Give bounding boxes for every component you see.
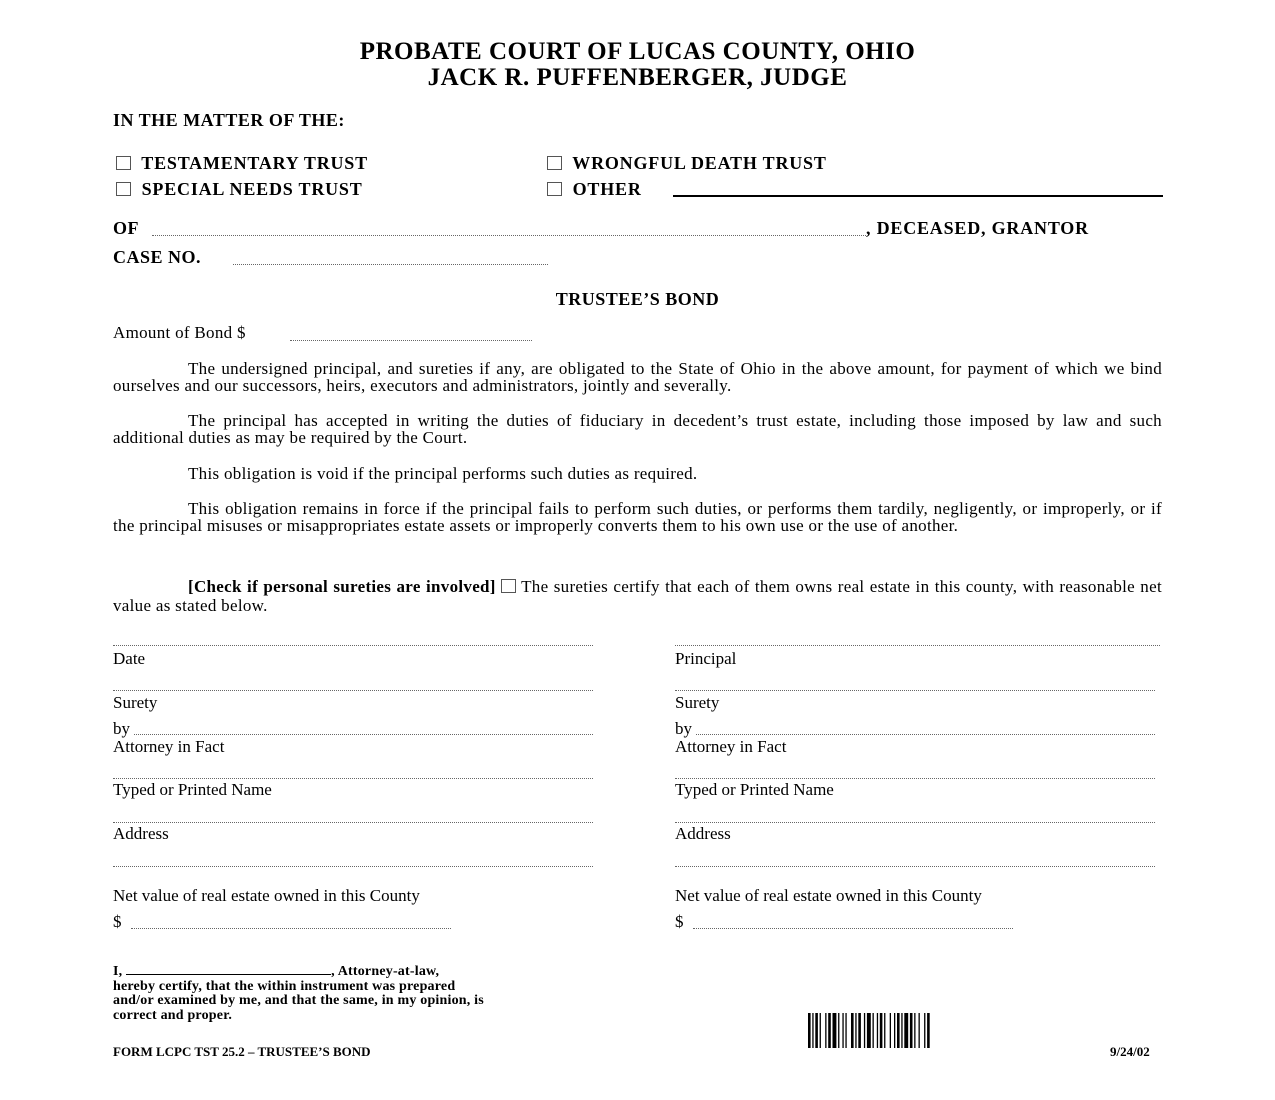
option-other[interactable] <box>547 179 642 200</box>
cert-prefix: I, <box>113 964 123 979</box>
cert-suffix: , Attorney-at-law, <box>331 964 440 979</box>
paragraph-in-force: This obligation remains in force if the principal fails to perform such duties, or performs them tardily, negligently, or improperly, or if the principal misuses or misappropriates estate assets or improperly converts them to his own use or the use of another. <box>113 499 1162 535</box>
other-checkbox[interactable] <box>547 182 562 196</box>
deceased-grantor-label: , DECEASED, GRANTOR <box>866 218 1089 238</box>
left-dollar-sign: $ <box>113 912 122 931</box>
special-needs-label: SPECIAL NEEDS TRUST <box>141 179 363 199</box>
testamentary-checkbox[interactable] <box>116 156 131 170</box>
option-special-needs[interactable] <box>116 179 363 200</box>
right-attorney-line[interactable] <box>696 734 1155 735</box>
left-attorney-label: Attorney in Fact <box>113 737 225 756</box>
option-wrongful-death[interactable] <box>547 153 827 174</box>
paragraph-obligation: The undersigned principal, and sureties if any, are obligated to the State of Ohio in the above amount, for payment of which we bind ourselves and our successors, heirs, executors and administrators, jointly and severally. <box>113 359 1162 395</box>
amount-of-bond-label: Amount of Bond $ <box>113 323 246 342</box>
principal-line[interactable] <box>675 645 1160 646</box>
left-net-value-label: Net value of real estate owned in this County <box>113 886 420 905</box>
right-address-line[interactable] <box>675 822 1155 823</box>
sureties-text: The sureties certify that each of them owns real estate in this county, with reasonable net value as stated below. <box>113 577 1162 615</box>
paragraph-duties: The principal has accepted in writing the duties of fiduciary in decedent’s trust estate, including those imposed by law and such additional duties as may be required by the Court. <box>113 411 1162 447</box>
sureties-check-label: [Check if personal sureties are involved] <box>188 577 496 596</box>
left-net-value-line[interactable] <box>131 928 451 929</box>
right-address-label: Address <box>675 824 731 843</box>
right-address-line-2[interactable] <box>675 866 1155 867</box>
of-label: OF <box>113 218 139 238</box>
document-title: TRUSTEE’S BOND <box>555 289 720 309</box>
option-testamentary[interactable] <box>116 153 368 174</box>
personal-sureties-checkbox[interactable] <box>501 579 516 593</box>
right-surety-line[interactable] <box>675 690 1155 691</box>
left-typed-name-label: Typed or Printed Name <box>113 780 272 799</box>
left-surety-line[interactable] <box>113 690 593 691</box>
special-needs-checkbox[interactable] <box>116 182 131 196</box>
left-address-line-2[interactable] <box>113 866 593 867</box>
form-number: FORM LCPC TST 25.2 – TRUSTEE’S BOND <box>113 1044 371 1059</box>
form-date: 9/24/02 <box>1110 1044 1150 1059</box>
wrongful-death-label: WRONGFUL DEATH TRUST <box>572 153 827 173</box>
attorney-name-line[interactable] <box>126 964 331 975</box>
principal-label: Principal <box>675 649 737 668</box>
left-typed-name-line[interactable] <box>113 778 593 779</box>
wrongful-death-checkbox[interactable] <box>547 156 562 170</box>
right-net-value-line[interactable] <box>693 928 1013 929</box>
cert-body: hereby certify, that the within instrument was prepared and/or examined by me, and that the same, in my opinion, is correct and proper. <box>113 978 484 1023</box>
barcode <box>808 1013 998 1048</box>
paragraph-sureties <box>113 577 1162 615</box>
attorney-certification <box>113 964 493 1023</box>
left-attorney-line[interactable] <box>134 734 593 735</box>
left-address-line[interactable] <box>113 822 593 823</box>
matter-heading: IN THE MATTER OF THE: <box>113 110 345 130</box>
case-no-line[interactable] <box>233 264 548 265</box>
case-no-label: CASE NO. <box>113 247 202 267</box>
court-title: PROBATE COURT OF LUCAS COUNTY, OHIO <box>359 38 916 65</box>
left-by-label: by <box>113 719 130 738</box>
left-address-label: Address <box>113 824 169 843</box>
decedent-name-line[interactable] <box>152 235 866 236</box>
right-typed-name-label: Typed or Printed Name <box>675 780 834 799</box>
right-by-label: by <box>675 719 692 738</box>
date-line[interactable] <box>113 645 593 646</box>
right-typed-name-line[interactable] <box>675 778 1155 779</box>
other-input-line[interactable] <box>673 195 1163 197</box>
right-attorney-label: Attorney in Fact <box>675 737 787 756</box>
other-label: OTHER <box>572 179 642 199</box>
judge-title: JACK R. PUFFENBERGER, JUDGE <box>427 64 848 91</box>
left-surety-label: Surety <box>113 693 158 712</box>
right-surety-label: Surety <box>675 693 720 712</box>
paragraph-void: This obligation is void if the principal performs such duties as required. <box>188 464 698 483</box>
testamentary-label: TESTAMENTARY TRUST <box>141 153 368 173</box>
date-label: Date <box>113 649 146 668</box>
amount-of-bond-line[interactable] <box>290 340 532 341</box>
right-net-value-label: Net value of real estate owned in this County <box>675 886 982 905</box>
right-dollar-sign: $ <box>675 912 684 931</box>
